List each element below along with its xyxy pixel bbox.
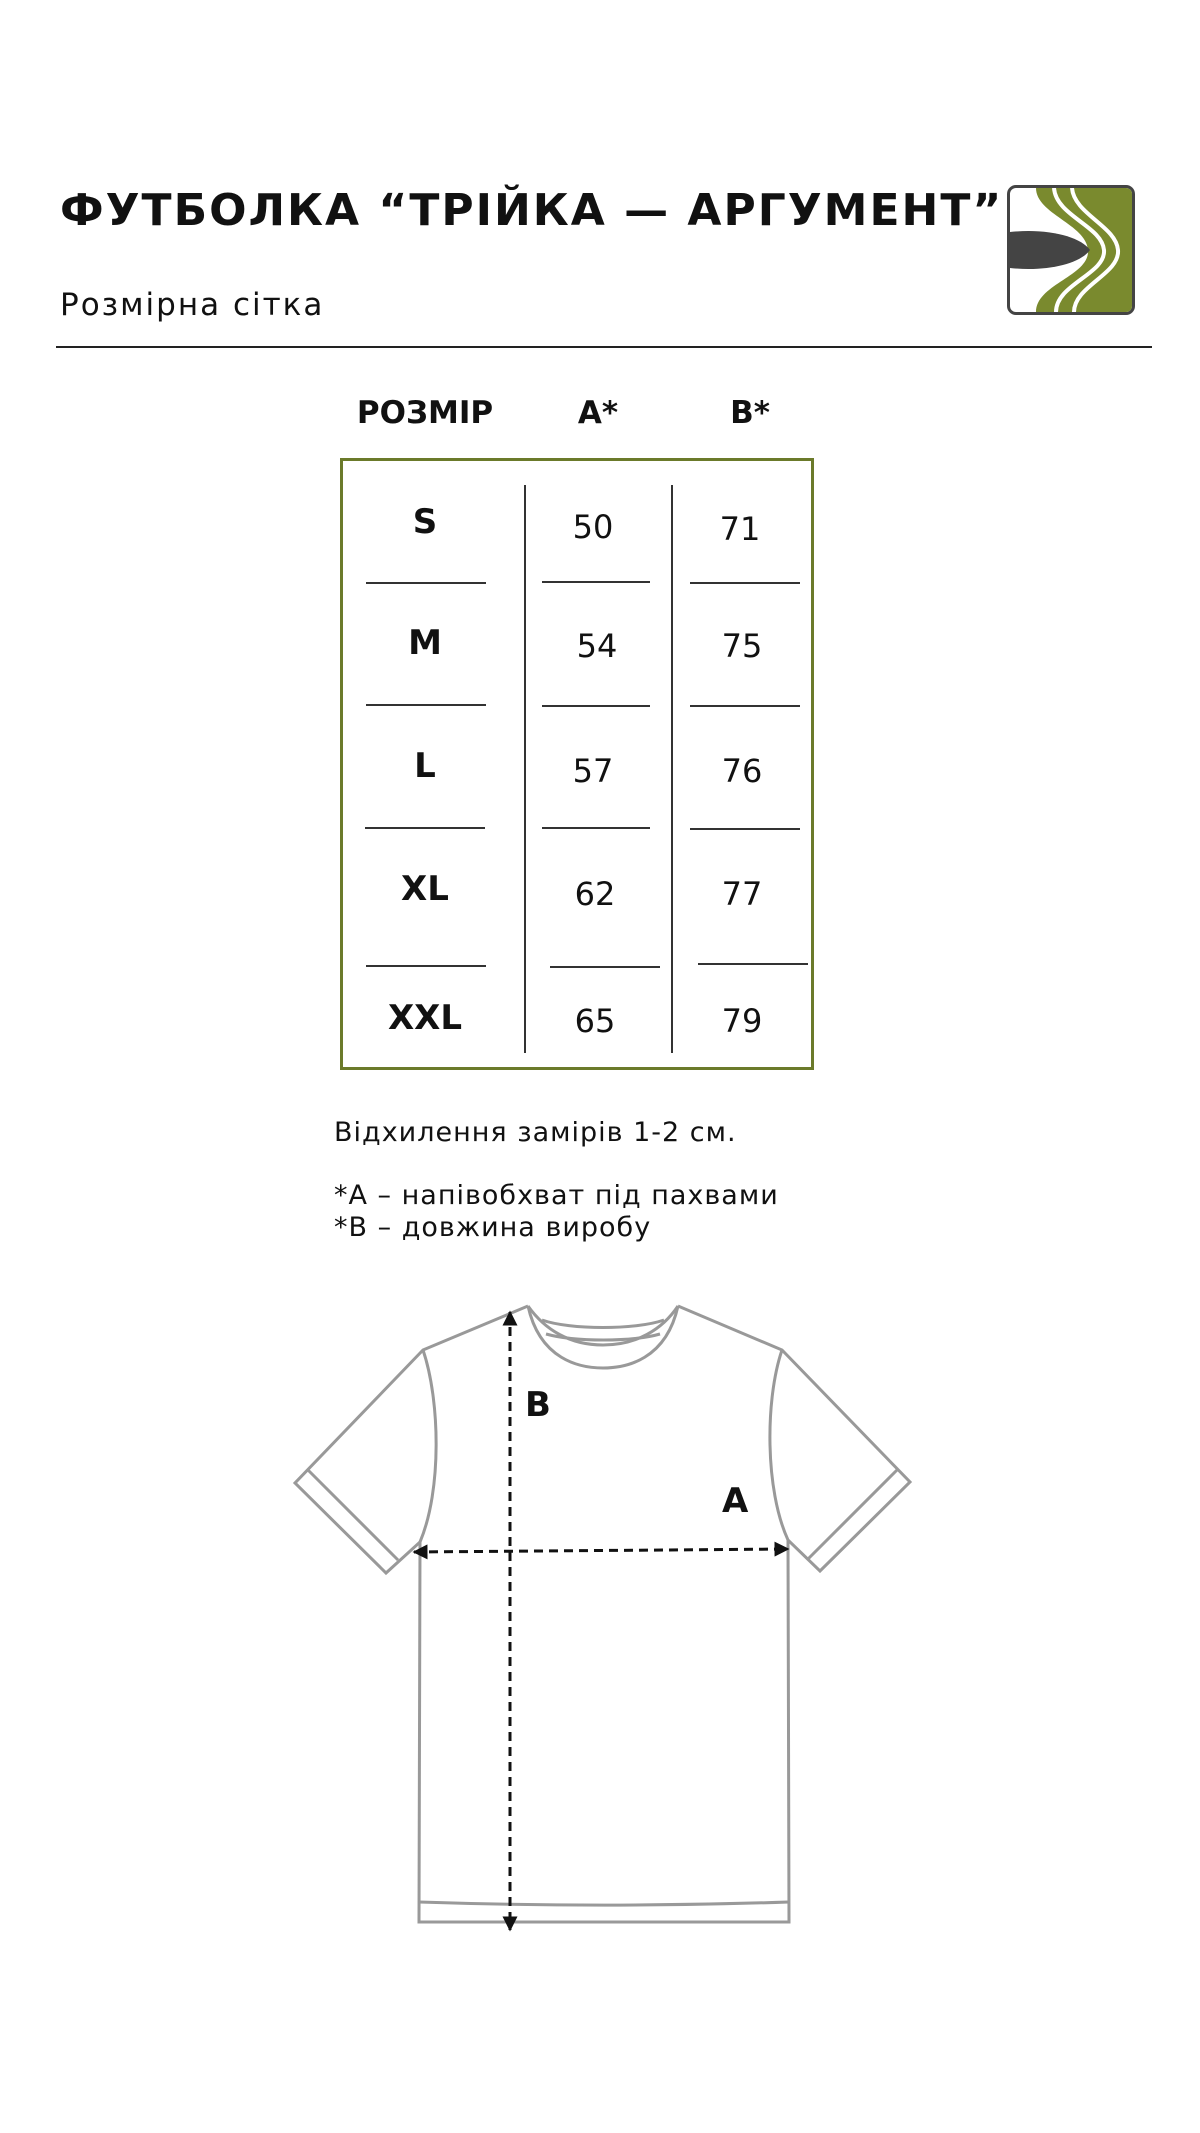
row-divider [690,705,800,707]
size-cell: XXL [387,998,463,1038]
value-a-cell: 57 [572,752,614,790]
deviation-note: Відхилення замірів 1-2 см. [334,1117,737,1148]
value-b-cell: 77 [721,875,763,913]
page-subtitle: Розмірна сітка [60,287,325,323]
table-column-divider [524,485,526,1053]
row-divider [542,581,650,583]
row-divider [698,963,808,965]
row-divider [542,705,650,707]
column-header-b: B* [730,395,770,431]
value-a-cell: 54 [576,627,618,665]
column-header-size: РОЗМІР [356,395,494,431]
row-divider [690,828,800,830]
size-cell: S [412,502,438,542]
value-b-cell: 75 [721,627,763,665]
table-column-divider [671,485,673,1053]
size-cell: M [408,623,442,663]
value-a-cell: 65 [574,1002,616,1040]
page-title: ФУТБОЛКА “ТРІЙКА — АРГУМЕНТ” [60,185,1004,236]
row-divider [366,582,486,584]
width-arrow [414,1549,788,1552]
value-b-cell: 79 [721,1002,763,1040]
column-header-a: A* [577,395,619,431]
measure-b-note: *B – довжина виробу [334,1212,652,1243]
row-divider [366,965,486,967]
size-cell: L [414,746,436,786]
wave-logo-icon [1006,184,1136,316]
row-divider [542,827,650,829]
size-cell: XL [401,869,449,909]
value-b-cell: 71 [719,510,761,548]
value-b-cell: 76 [721,752,763,790]
header-divider [56,346,1152,348]
row-divider [366,704,486,706]
measure-a-note: *A – напівобхват під пахвами [334,1180,779,1211]
row-divider [550,966,660,968]
tshirt-outline [295,1306,910,1922]
value-a-cell: 62 [574,875,616,913]
value-a-cell: 50 [572,508,614,546]
label-b: B [525,1385,551,1425]
tshirt-icon [280,1290,920,1940]
row-divider [690,582,800,584]
label-a: A [722,1481,749,1521]
row-divider [365,827,485,829]
